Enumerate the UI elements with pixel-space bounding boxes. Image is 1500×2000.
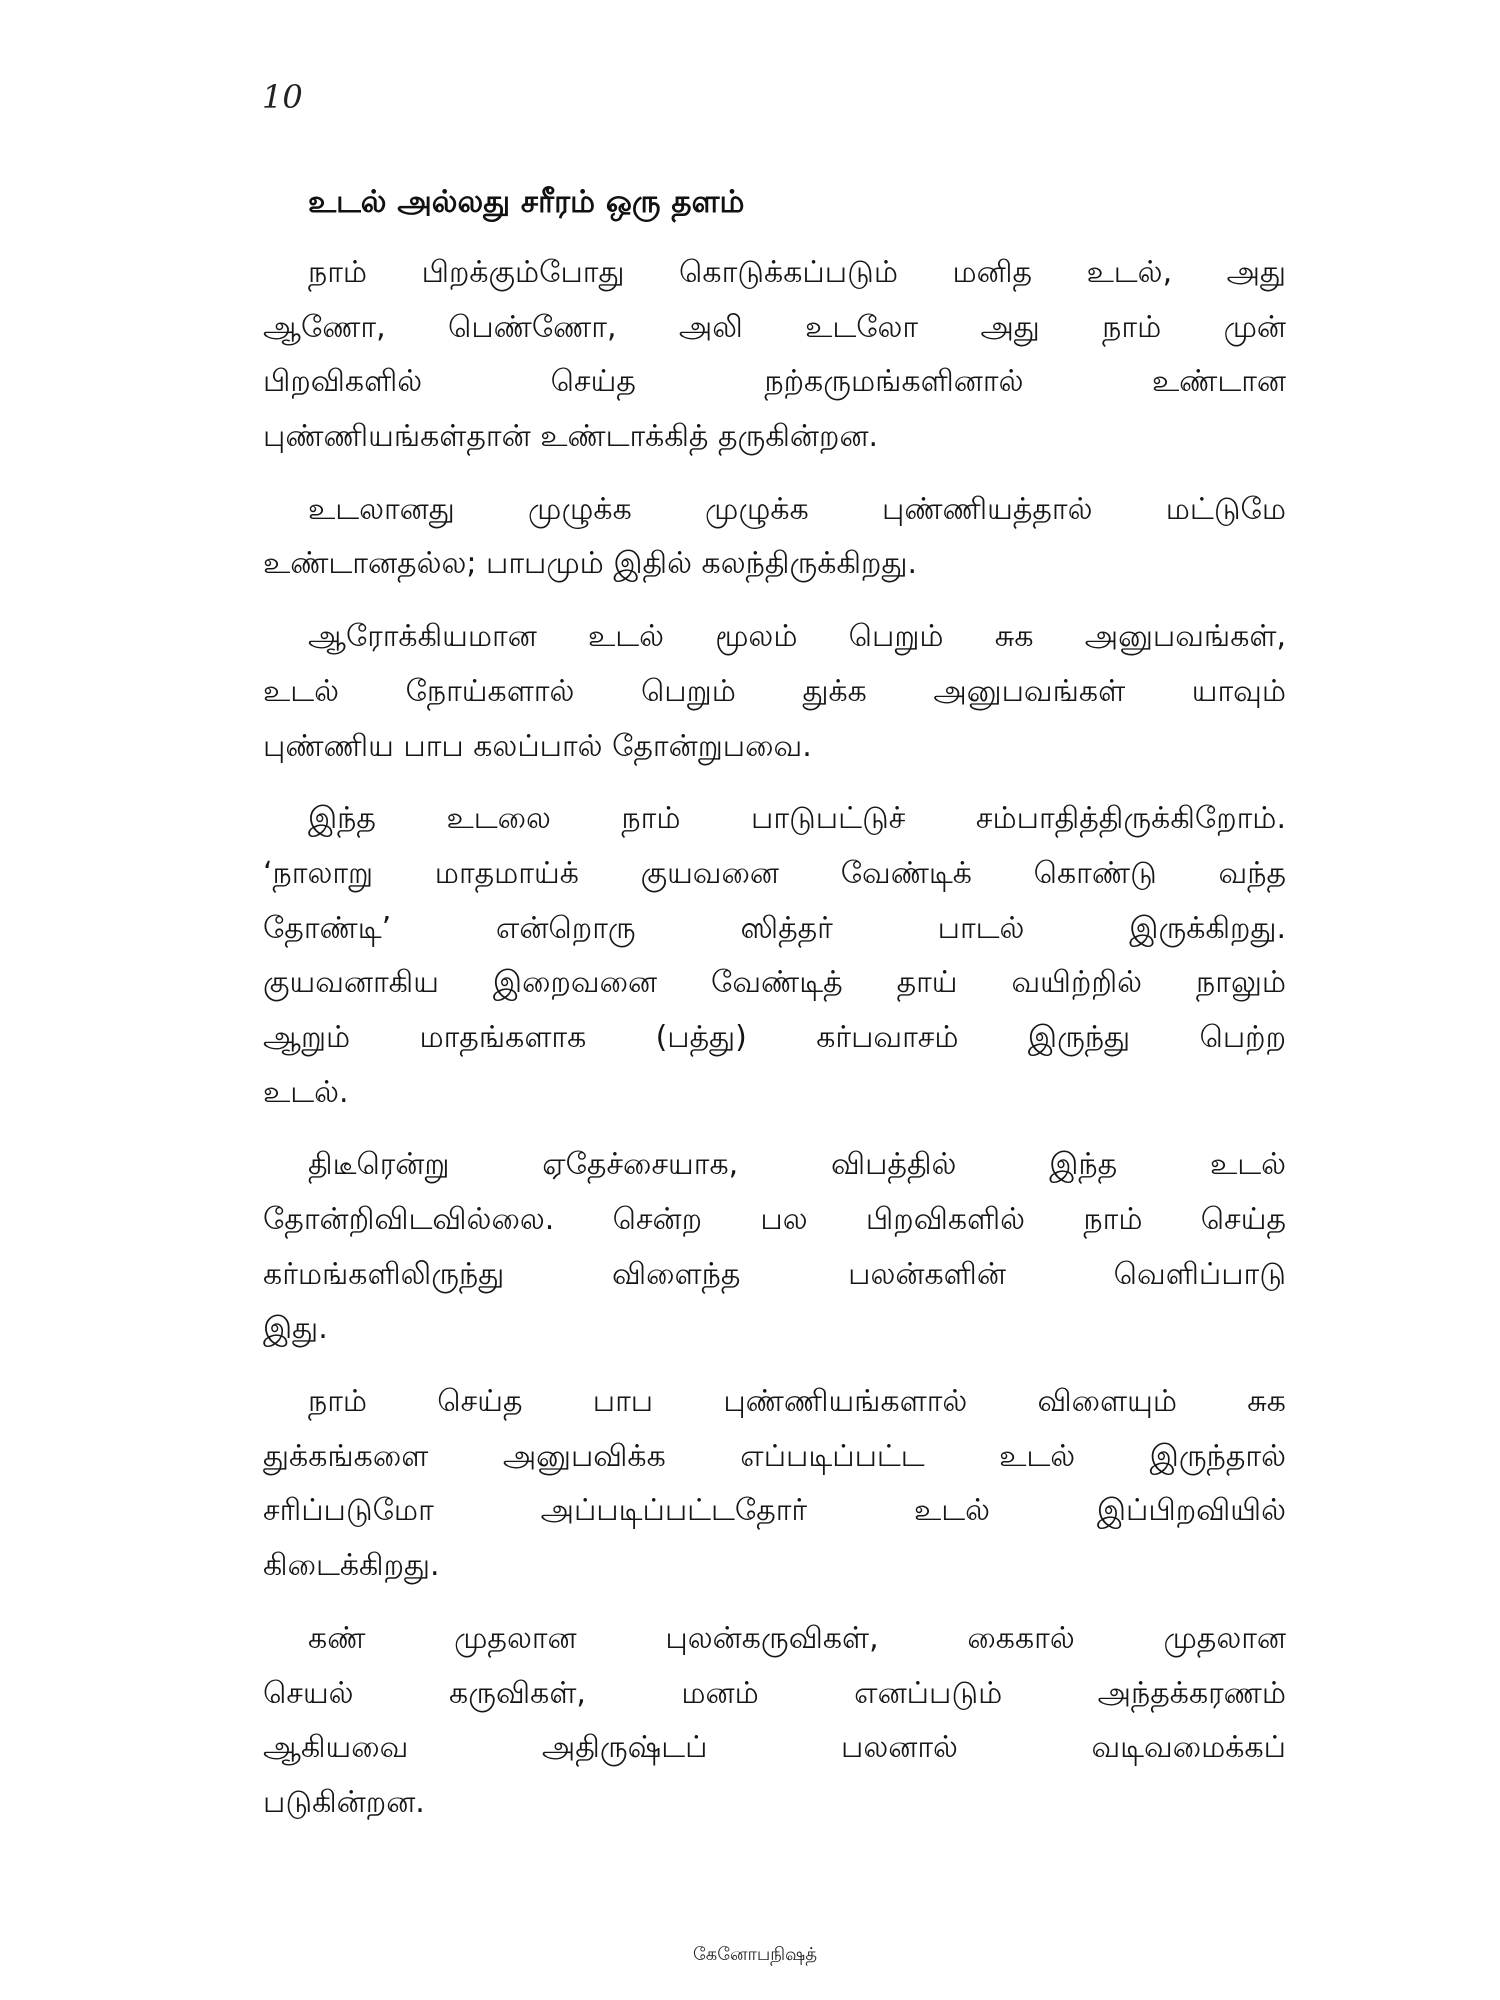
paragraph bbox=[263, 1612, 1286, 1831]
text-line: படுகின்றன. bbox=[263, 1784, 425, 1820]
paragraph bbox=[263, 1375, 1286, 1594]
text-line: நாம் பிறக்கும்போது கொடுக்கப்படும் மனித உடல், அது bbox=[308, 255, 1286, 290]
text-line: இது. bbox=[263, 1311, 328, 1347]
text-line: உடலானது முழுக்க முழுக்க புண்ணியத்தால் மட்டுமே bbox=[308, 491, 1286, 527]
paragraph bbox=[263, 246, 1286, 465]
text-line: கண் முதலான புலன்கருவிகள், கைகால் முதலான bbox=[308, 1620, 1286, 1656]
text-line: கர்மங்களிலிருந்து விளைந்த பலன்களின் வெளிப்பாடு bbox=[263, 1256, 1286, 1292]
paragraph bbox=[263, 792, 1286, 1120]
text-line: ஆணோ, பெண்ணோ, அலி உடலோ அது நாம் முன் bbox=[263, 309, 1286, 345]
text-line: துக்கங்களை அனுபவிக்க எப்படிப்பட்ட உடல் இருந்தால் bbox=[263, 1438, 1286, 1474]
body-text bbox=[263, 246, 1286, 1849]
paragraph bbox=[263, 483, 1286, 592]
text-line: ‘நாலாறு மாதமாய்க் குயவனை வேண்டிக் கொண்டு வந்த bbox=[263, 855, 1286, 891]
text-line: ஆறும் மாதங்களாக (பத்து) கர்பவாசம் இருந்து பெற்ற bbox=[263, 1019, 1286, 1055]
text-line: புண்ணியங்கள்தான் உண்டாக்கித் தருகின்றன. bbox=[263, 419, 879, 455]
text-line: செயல் கருவிகள், மனம் எனப்படும் அந்தக்கரணம் bbox=[263, 1675, 1286, 1711]
text-line: இந்த உடலை நாம் பாடுபட்டுச் சம்பாதித்திருக்கிறோம். bbox=[308, 801, 1286, 837]
text-line: நாம் செய்த பாப புண்ணியங்களால் விளையும் சுக bbox=[308, 1384, 1286, 1420]
text-line: குயவனாகிய இறைவனை வேண்டித் தாய் வயிற்றில் நாலும் bbox=[263, 965, 1286, 1001]
paragraph bbox=[263, 1138, 1286, 1357]
text-line: புண்ணிய பாப கலப்பால் தோன்றுபவை. bbox=[263, 728, 812, 764]
text-line: தோண்டி’ என்றொரு ஸித்தர் பாடல் இருக்கிறது. bbox=[263, 910, 1286, 946]
section-heading: உடல் அல்லது சரீரம் ஒரு தளம் bbox=[308, 184, 745, 220]
text-line: ஆகியவை அதிருஷ்டப் பலனால் வடிவமைக்கப் bbox=[263, 1730, 1286, 1766]
text-line: சரிப்படுமோ அப்படிப்பட்டதோர் உடல் இப்பிறவியில் bbox=[263, 1493, 1286, 1529]
text-line: திடீரென்று ஏதேச்சையாக, விபத்தில் இந்த உடல் bbox=[308, 1147, 1286, 1183]
paragraph bbox=[263, 610, 1286, 774]
text-line: பிறவிகளில் செய்த நற்கருமங்களினால் உண்டான bbox=[263, 364, 1286, 400]
text-line: தோன்றிவிடவில்லை. சென்ற பல பிறவிகளில் நாம் செய்த bbox=[263, 1202, 1286, 1237]
text-line: உடல். bbox=[263, 1074, 349, 1110]
text-line: உடல் நோய்களால் பெறும் துக்க அனுபவங்கள் யாவும் bbox=[263, 673, 1286, 709]
text-line: கிடைக்கிறது. bbox=[263, 1548, 440, 1584]
page-number: 10 bbox=[262, 78, 303, 116]
text-line: உண்டானதல்ல; பாபமும் இதில் கலந்திருக்கிறது. bbox=[263, 546, 917, 582]
running-footer: கேனோபநிஷத் bbox=[692, 1944, 818, 1965]
text-line: ஆரோக்கியமான உடல் மூலம் பெறும் சுக அனுபவங்கள், bbox=[308, 619, 1286, 655]
